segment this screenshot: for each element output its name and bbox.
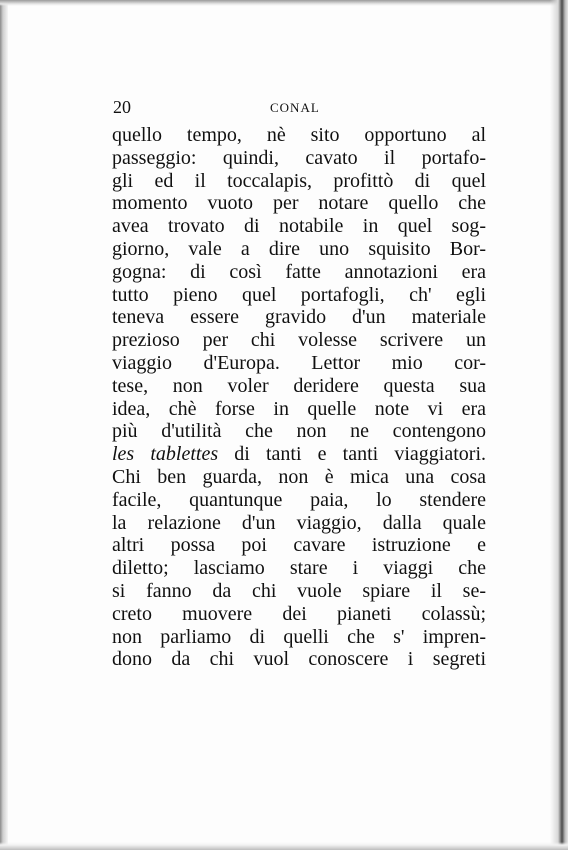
body-text: [112, 124, 486, 671]
page-edge-right: [550, 0, 568, 850]
text-line: altri possa poi cavare istruzione e: [112, 534, 486, 557]
text-line: giorno, vale a dire uno squisito Bor-: [112, 237, 486, 260]
text-line: viaggio d'Europa. Lettor mio cor-: [112, 351, 486, 374]
text-line: quello tempo, nè sito opportuno al: [112, 124, 486, 146]
text-line: la relazione d'un viaggio, dalla quale: [112, 511, 486, 534]
page-number: 20: [113, 97, 131, 117]
page-edge-top: [0, 0, 568, 6]
page-edge-left: [0, 0, 8, 850]
page-header: [113, 97, 486, 119]
text-line: gogna: di così fatte annotazioni era: [112, 260, 486, 283]
running-title: CONAL: [270, 100, 320, 115]
text-line: prezioso per chi volesse scrivere un: [112, 329, 486, 352]
text-line: dono da chi vuol conoscere i segreti: [112, 648, 486, 671]
text-line: Chi ben guarda, non è mica una cosa: [112, 465, 486, 488]
text-line: non parliamo di quelli che s' impren-: [112, 625, 486, 648]
text-line: diletto; lasciamo stare i viaggi che: [112, 557, 486, 580]
text-line: gli ed il toccalapis, profittò di quel: [112, 169, 486, 192]
text-line-mixed: [112, 443, 486, 466]
text-line: più d'utilità che non ne contengono: [112, 420, 486, 443]
line-remainder: di tanti e tanti viaggiatori.: [218, 443, 486, 466]
page-edge-bottom: [0, 842, 568, 850]
text-line: creto muovere dei pianeti colassù;: [112, 602, 486, 625]
text-line: tutto pieno quel portafogli, ch' egli: [112, 283, 486, 306]
text-line: passeggio: quindi, cavato il portafo-: [112, 146, 486, 169]
text-line: teneva essere gravido d'un materiale: [112, 306, 486, 329]
text-line: tese, non voler deridere questa sua: [112, 374, 486, 397]
text-line: idea, chè forse in quelle note vi era: [112, 397, 486, 420]
italic-phrase: les tablettes: [112, 443, 219, 466]
text-line: si fanno da chi vuole spiare il se-: [112, 579, 486, 602]
text-line: facile, quantunque paia, lo stendere: [112, 488, 486, 511]
text-line: avea trovato di notabile in quel sog-: [112, 215, 486, 238]
text-line: momento vuoto per notare quello che: [112, 192, 486, 215]
